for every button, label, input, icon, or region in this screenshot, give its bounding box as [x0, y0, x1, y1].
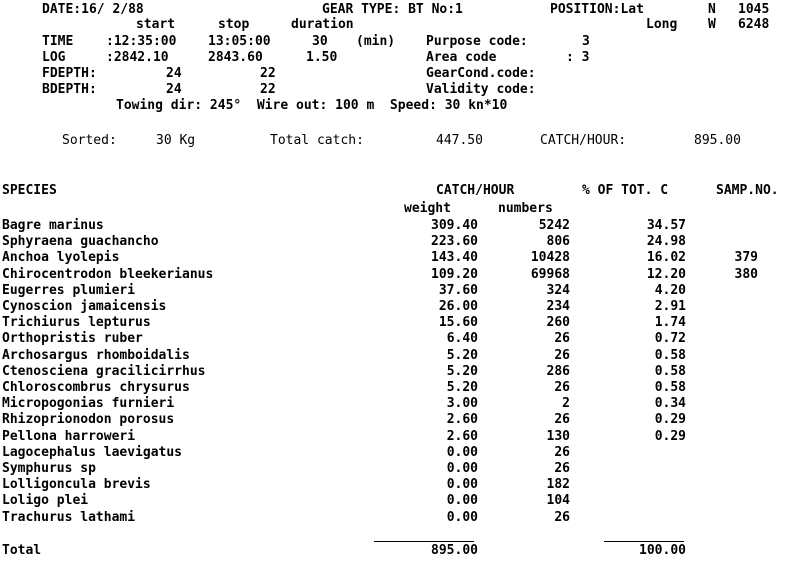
- total-label: Total: [2, 543, 42, 558]
- table-row: [0, 396, 800, 412]
- weight-value: 5.20: [446, 363, 478, 379]
- percent-value: 0.58: [654, 380, 686, 395]
- area-code-value: : 3: [566, 50, 590, 65]
- table-row: [0, 218, 800, 234]
- numbers-value: 69968: [530, 266, 570, 282]
- weight-value: 223.60: [431, 234, 478, 250]
- percent-value: 0.29: [654, 412, 686, 428]
- table-row: [0, 331, 800, 347]
- table-row: [0, 412, 800, 428]
- sample-number: 380: [734, 266, 758, 282]
- species-name: Pellona harroweri: [2, 428, 136, 444]
- fdepth-start: 24: [166, 66, 182, 81]
- weight-value: 2.60: [446, 412, 478, 428]
- table-row: [0, 315, 800, 331]
- sorted-label: Sorted:: [62, 133, 117, 148]
- total-catch-value: 447.50: [436, 133, 483, 148]
- table-row: [0, 267, 800, 283]
- fdepth-stop: 22: [260, 66, 276, 81]
- long-dir: W: [708, 17, 716, 32]
- weight-total-rule: [374, 541, 474, 542]
- total-catch-label: Total catch:: [270, 133, 364, 148]
- long-label: Long: [646, 17, 678, 32]
- weight-value: 0.00: [446, 477, 478, 493]
- table-row: [0, 477, 800, 493]
- species-name: Rhizoprionodon porosus: [2, 412, 175, 428]
- species-name: Anchoa lyolepis: [2, 250, 120, 266]
- numbers-value: 26: [554, 412, 570, 428]
- weight-value: 15.60: [438, 315, 478, 331]
- species-name: Sphyraena guachancho: [2, 234, 159, 250]
- table-row: [0, 429, 800, 445]
- numbers-value: 806: [546, 234, 570, 250]
- percent-value: 0.58: [654, 347, 686, 363]
- weight-value: 0.00: [446, 444, 478, 460]
- time-stop: 13:05:00: [208, 34, 271, 49]
- lat-dir: N: [708, 2, 716, 17]
- col-start-label: start: [136, 17, 176, 32]
- table-row: [0, 299, 800, 315]
- numbers-value: 26: [554, 331, 570, 347]
- bdepth-label: BDEPTH:: [42, 82, 97, 97]
- species-name: Chloroscombrus chrysurus: [2, 380, 190, 395]
- bdepth-stop: 22: [260, 82, 276, 97]
- percent-value: 1.74: [654, 315, 686, 331]
- gear-type: GEAR TYPE: BT No:1: [322, 2, 463, 17]
- table-row: [0, 250, 800, 266]
- numbers-value: 26: [554, 347, 570, 363]
- table-row: [0, 445, 800, 461]
- species-name: Micropogonias furnieri: [2, 396, 175, 412]
- time-start: :12:35:00: [106, 34, 177, 49]
- long-value: 6248: [738, 17, 770, 32]
- towing-line: Towing dir: 245° Wire out: 100 m Speed: 30 kn*10: [116, 98, 508, 113]
- table-row: [0, 234, 800, 250]
- weight-value: 0.00: [446, 509, 478, 525]
- species-name: Orthopristis ruber: [2, 331, 143, 347]
- species-name: Chirocentrodon bleekerianus: [2, 266, 214, 282]
- table-row: [0, 364, 800, 380]
- percent-value: 16.02: [646, 250, 686, 266]
- weight-value: 0.00: [446, 493, 478, 509]
- area-code-label: Area code: [426, 50, 497, 65]
- numbers-value: 26: [554, 380, 570, 395]
- bdepth-start: 24: [166, 82, 182, 97]
- purpose-code-label: Purpose code:: [426, 34, 528, 49]
- species-name: Lagocephalus laevigatus: [2, 444, 183, 460]
- validity-code-label: Validity code:: [426, 82, 536, 97]
- percent-total-header: % OF TOT. C: [582, 183, 669, 198]
- species-name: Cynoscion jamaicensis: [2, 299, 167, 314]
- numbers-value: 5242: [538, 218, 570, 233]
- species-name: Archosargus rhomboidalis: [2, 347, 190, 363]
- col-duration-label: duration: [291, 17, 354, 32]
- weight-value: 26.00: [438, 299, 478, 314]
- species-name: Bagre marinus: [2, 218, 104, 233]
- numbers-value: 2: [562, 396, 570, 412]
- species-name: Ctenosciena gracilicirrhus: [2, 363, 206, 379]
- fdepth-label: FDEPTH:: [42, 66, 97, 81]
- table-row: [0, 493, 800, 509]
- weight-value: 2.60: [446, 428, 478, 444]
- species-name: Eugerres plumieri: [2, 282, 136, 298]
- percent-value: 24.98: [646, 234, 686, 250]
- percent-value: 4.20: [654, 282, 686, 298]
- position-label: POSITION:Lat: [550, 2, 644, 17]
- weight-value: 0.00: [446, 461, 478, 476]
- percent-value: 2.91: [654, 299, 686, 314]
- time-duration: 30: [312, 34, 328, 49]
- species-name: Trichiurus lepturus: [2, 315, 151, 331]
- catch-hour-header: CATCH/HOUR: [436, 183, 515, 198]
- species-name: Symphurus sp: [2, 461, 96, 476]
- percent-total-rule: [604, 541, 684, 542]
- numbers-value: 26: [554, 461, 570, 476]
- lat-value: 1045: [738, 2, 770, 17]
- weight-value: 143.40: [431, 250, 478, 266]
- species-name: Lolligoncula brevis: [2, 477, 151, 493]
- sample-number-header: SAMP.NO.: [716, 183, 779, 198]
- species-name: Trachurus lathami: [2, 509, 136, 525]
- weight-value: 3.00: [446, 396, 478, 412]
- numbers-value: 182: [546, 477, 570, 493]
- numbers-value: 234: [546, 299, 570, 314]
- numbers-value: 10428: [530, 250, 570, 266]
- numbers-value: 324: [546, 282, 570, 298]
- total-weight: 895.00: [431, 543, 478, 558]
- table-row: [0, 380, 800, 396]
- species-header: SPECIES: [2, 183, 57, 198]
- table-row: [0, 461, 800, 477]
- log-duration: 1.50: [306, 50, 338, 65]
- date-field: DATE:16/ 2/88: [42, 2, 144, 17]
- purpose-code-value: 3: [582, 34, 590, 49]
- time-unit: (min): [356, 34, 396, 49]
- weight-value: 109.20: [431, 266, 478, 282]
- numbers-value: 26: [554, 444, 570, 460]
- percent-value: 34.57: [646, 218, 686, 233]
- weight-value: 5.20: [446, 347, 478, 363]
- numbers-value: 130: [546, 428, 570, 444]
- time-label: TIME: [42, 34, 74, 49]
- species-name: Loligo plei: [2, 493, 89, 509]
- numbers-value: 260: [546, 315, 570, 331]
- catch-per-hour-label: CATCH/HOUR:: [540, 133, 627, 148]
- weight-value: 309.40: [431, 218, 478, 233]
- percent-value: 0.29: [654, 428, 686, 444]
- percent-value: 12.20: [646, 266, 686, 282]
- numbers-value: 26: [554, 509, 570, 525]
- sample-number: 379: [734, 250, 758, 266]
- percent-value: 0.72: [654, 331, 686, 347]
- gearcond-code-label: GearCond.code:: [426, 66, 536, 81]
- total-percent: 100.00: [639, 543, 686, 558]
- percent-value: 0.58: [654, 363, 686, 379]
- weight-value: 37.60: [438, 282, 478, 298]
- numbers-value: 286: [546, 363, 570, 379]
- log-label: LOG: [42, 50, 66, 65]
- weight-value: 6.40: [446, 331, 478, 347]
- numbers-subheader: numbers: [498, 201, 553, 216]
- log-start: :2842.10: [106, 50, 169, 65]
- log-stop: 2843.60: [208, 50, 263, 65]
- weight-value: 5.20: [446, 380, 478, 395]
- catch-per-hour-value: 895.00: [694, 133, 741, 148]
- table-row: [0, 283, 800, 299]
- weight-subheader: weight: [404, 201, 451, 216]
- percent-value: 0.34: [654, 396, 686, 412]
- col-stop-label: stop: [218, 17, 250, 32]
- sorted-value: 30 Kg: [156, 133, 196, 148]
- table-row: [0, 348, 800, 364]
- table-row: [0, 510, 800, 526]
- numbers-value: 104: [546, 493, 570, 509]
